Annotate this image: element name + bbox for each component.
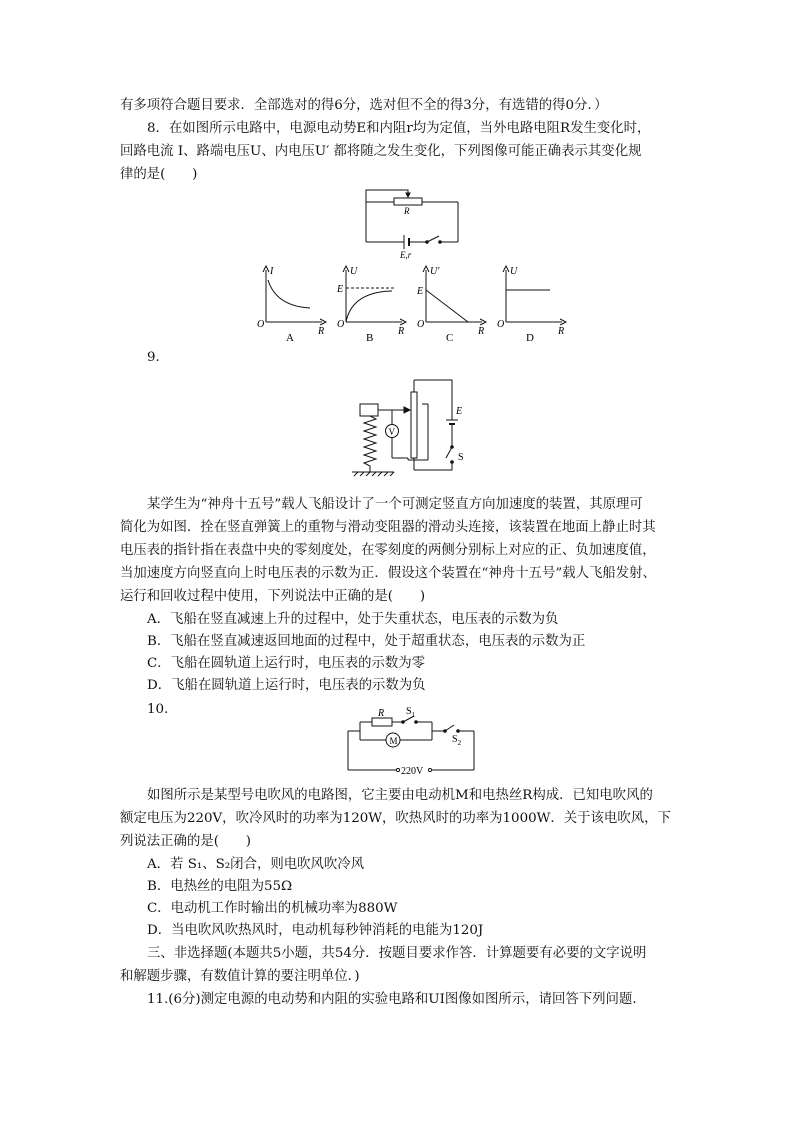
intro-text: 有多项符合题目要求．全部选对的得6分，选对但不全的得3分，有选错的得0分．）: [120, 98, 608, 113]
q10-option-d: D．当电吹风吹热风时，电动机每秒钟消耗的电能为120J: [147, 923, 484, 938]
q8-stem-line-1: 8．在如图所示电路中，电源电动势E和内阻r均为定值，当外电路电阻R发生变化时，: [147, 121, 651, 136]
q9-stem-line-2: 简化为如图．拴在竖直弹簧上的重物与滑动变阻器的滑动头连接，该装置在地面上静止时其: [120, 520, 656, 535]
section-3-heading-line-2: 和解题步骤，有数值计算的要注明单位．): [120, 969, 360, 984]
q10-option-b: B．电热丝的电阻为55Ω: [147, 879, 293, 894]
q8-option-d-label: D: [526, 332, 534, 344]
q8-graph-d-ylabel: U: [510, 266, 518, 277]
q8-graph-c: [416, 262, 496, 346]
q8-graph-b-e-mark: E: [337, 284, 344, 295]
q8-graph-a-ylabel: I: [270, 266, 274, 277]
q9-switch-label: S: [458, 452, 464, 463]
section-3-heading-line-1: 三、非选择题(本题共5小题，共54分．按题目要求作答．计算题要有必要的文字说明: [147, 946, 647, 961]
q10-supply-label: 220V: [401, 766, 424, 777]
q9-accelerometer-diagram: [348, 374, 476, 478]
q8-stem-line-3: 律的是( ): [120, 167, 198, 182]
q10-option-c: C．电动机工作时输出的机械功率为880W: [147, 901, 398, 916]
q10-resistor-label: R: [378, 708, 385, 719]
q8-graph-b: [336, 262, 416, 346]
q9-option-b: B．飞船在竖直减速返回地面的过程中，处于超重状态，电压表的示数为正: [147, 634, 586, 649]
q9-stem-line-3: 电压表的指针指在表盘中央的零刻度处，在零刻度的两侧分别标上对应的正、负加速度值，: [120, 543, 656, 558]
q9-emf-label: E: [456, 406, 463, 417]
q8-graph-b-origin: O: [337, 319, 345, 330]
q8-source-label: E,r: [400, 250, 412, 260]
q9-option-c: C．飞船在圆轨道上运行时，电压表的示数为零: [147, 656, 426, 671]
q10-option-a: A．若 S₁、S₂闭合，则电吹风吹冷风: [147, 857, 365, 872]
q8-graph-d-xlabel: R: [558, 326, 565, 337]
q8-graph-c-xlabel: R: [478, 326, 485, 337]
q10-number: 10.: [147, 702, 169, 717]
q8-graph-b-ylabel: U: [350, 266, 358, 277]
q8-graph-d: [496, 262, 576, 346]
q9-stem-line-1: 某学生为“神舟十五号”载人飞船设计了一个可测定竖直方向加速度的装置，其原理可: [147, 497, 643, 512]
q11-stem: 11.(6分)测定电源的电动势和内阻的实验电路和UI图像如图所示，请回答下列问题．: [147, 992, 646, 1007]
q10-s1-label: $S_1$: [406, 706, 416, 719]
q10-hairdryer-circuit: [340, 704, 484, 780]
q8-graph-c-origin: O: [417, 319, 425, 330]
q10-s2-label: $S_2$: [452, 734, 462, 747]
q10-motor-label: M: [389, 736, 398, 746]
q8-graph-a-origin: O: [257, 319, 265, 330]
q10-stem-line-1: 如图所示是某型号电吹风的电路图，它主要由电动机M和电热丝R构成．已知电吹风的: [147, 788, 653, 803]
q8-graph-c-e-mark: E: [417, 286, 424, 297]
q8-graph-c-ylabel: U′: [430, 266, 440, 277]
q9-number: 9.: [147, 350, 160, 365]
q8-graph-a-xlabel: R: [318, 326, 325, 337]
q8-option-b-label: B: [366, 332, 374, 344]
q8-option-c-label: C: [446, 332, 454, 344]
q8-graph-a: [256, 262, 336, 346]
q8-graph-b-xlabel: R: [398, 326, 405, 337]
q8-circuit-diagram: [360, 184, 464, 260]
q9-voltmeter-label: V: [388, 427, 395, 437]
q9-stem-line-5: 运行和回收过程中使用，下列说法中正确的是( ): [120, 589, 426, 604]
q10-stem-line-2: 额定电压为220V，吹冷风时的功率为120W，吹热风时的功率为1000W．关于该电吹风，下: [120, 811, 671, 826]
q8-stem-line-2: 回路电流 I、路端电压U、内电压U′ 都将随之发生变化，下列图像可能正确表示其变化规: [120, 144, 642, 159]
q8-resistor-label: R: [404, 206, 410, 216]
q9-stem-line-4: 当加速度方向竖直向上时电压表的示数为正．假设这个装置在“神舟十五号”载人飞船发射、: [120, 566, 656, 581]
q8-option-a-label: A: [286, 332, 294, 344]
q10-stem-line-3: 列说法正确的是( ): [120, 834, 251, 849]
q9-option-a: A．飞船在竖直减速上升的过程中，处于失重状态，电压表的示数为负: [147, 612, 559, 627]
q9-option-d: D．飞船在圆轨道上运行时，电压表的示数为负: [147, 678, 426, 693]
q8-graph-d-origin: O: [497, 319, 505, 330]
